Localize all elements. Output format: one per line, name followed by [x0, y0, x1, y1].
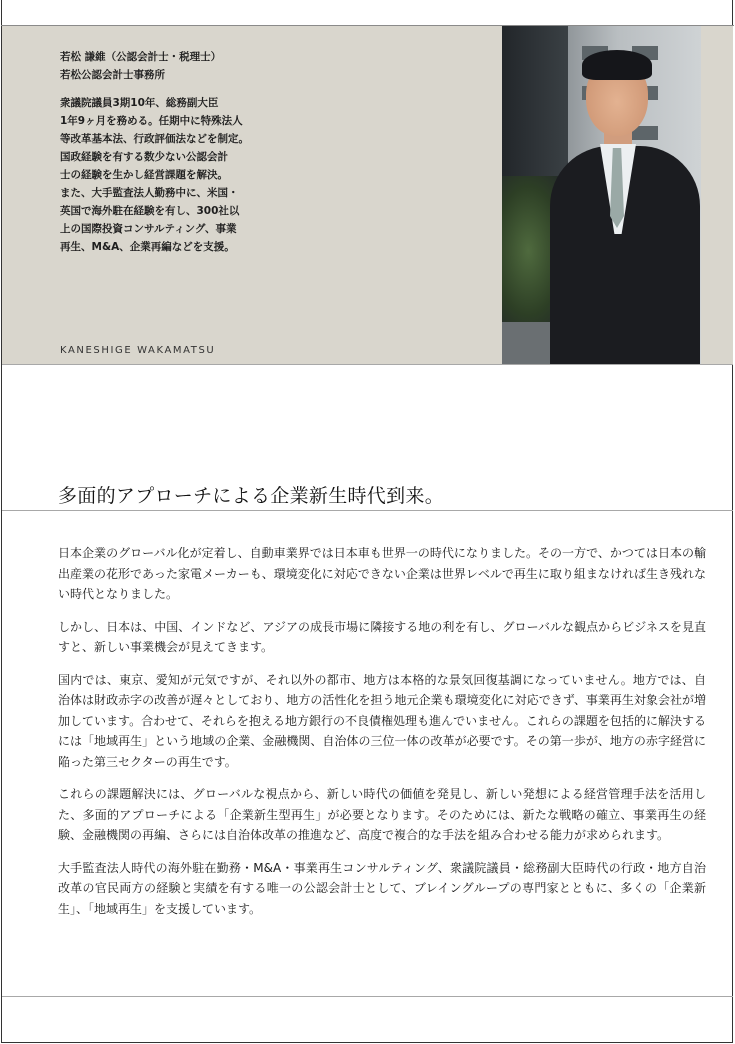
- profile-panel: [2, 26, 733, 364]
- body-text: [58, 543, 706, 931]
- profile-rule: [2, 364, 733, 365]
- photo-hair: [582, 50, 652, 80]
- romaji-name: KANESHIGE WAKAMATSU: [60, 345, 216, 356]
- bio-line: 英国で海外駐在経験を有し、300社以: [60, 205, 240, 217]
- profile-name: 若松 謙維（公認会計士・税理士）: [60, 51, 222, 63]
- portrait-photo: [502, 26, 701, 364]
- bio-line: 国政経験を有する数少ない公認会計: [60, 151, 228, 163]
- bio-line: 再生、M&A、企業再編などを支援。: [60, 241, 235, 253]
- bio-line: 衆議院議員3期10年、総務副大臣: [60, 97, 219, 109]
- paragraph: 国内では、東京、愛知が元気ですが、それ以外の都市、地方は本格的な景気回復基調になっていません。地方では、自治体は財政赤字の改善が遅々としており、地方の活性化を担う地元企業も環境変化に対応できず、事業再生対象会社が増加しています。合わせて、それらを抱える地方銀行の不良債権処理も進んでいません。これらの課題を包括的に解決するには「地域再生」という地域の企業、金融機関、自治体の三位一体の改革が必要です。その第一歩が、地方の赤字経営に陥った第三セクターの再生です。: [58, 672, 706, 769]
- bio-line: 上の国際投資コンサルティング、事業: [60, 223, 237, 235]
- bio-line: また、大手監査法人勤務中に、米国・: [60, 187, 239, 199]
- profile-bio: [60, 48, 290, 256]
- paragraph: 大手監査法人時代の海外駐在勤務・M&A・事業再生コンサルティング、衆議院議員・総務副大臣時代の行政・地方自治改革の官民両方の経験と実績を有する唯一の公認会計士として、ブレイングループの専門家とともに、多くの「企業新生」、「地域再生」を支援しています。: [58, 860, 706, 916]
- headline-rule: [2, 510, 733, 511]
- profile-firm: 若松公認会計士事務所: [60, 69, 165, 81]
- headline: 多面的アプローチによる企業新生時代到来。: [58, 485, 445, 507]
- paragraph: これらの課題解決には、グローバルな視点から、新しい時代の価値を発見し、新しい発想による経営管理手法を活用した、多面的アプローチによる「企業新生型再生」が必要となります。そのためには、新たな戦略の確立、事業再生の経験、金融機関の再編、さらには自治体改革の推進など、高度で複合的な手法を組み合わせる能力が求められます。: [58, 787, 706, 842]
- bio-line: 士の経験を生かし経営課題を解決。: [60, 169, 228, 181]
- paragraph: 日本企業のグローバル化が定着し、自動車業界では日本車も世界一の時代になりました。その一方で、かつては日本の輸出産業の花形であった家電メーカーも、環境変化に対応できない企業は世界レベルで再生に取り組まなければ生き残れない時代となりました。: [58, 546, 706, 601]
- footer-rule: [2, 996, 733, 997]
- bio-line: 1年9ヶ月を務める。任期中に特殊法人: [60, 115, 243, 127]
- bio-line: 等改革基本法、行政評価法などを制定。: [60, 133, 249, 145]
- paragraph: しかし、日本は、中国、インドなど、アジアの成長市場に隣接する地の利を有し、グローバルな観点からビジネスを見直すと、新しい事業機会が見えてきます。: [58, 619, 706, 654]
